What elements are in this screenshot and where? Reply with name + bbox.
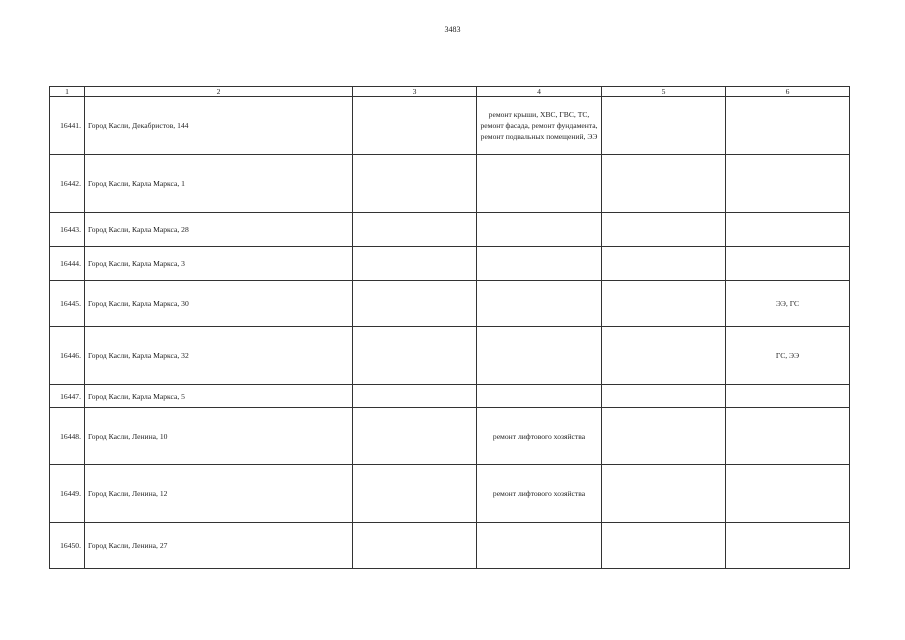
works-cell (477, 281, 602, 327)
works-cell: ремонт лифтового хозяйства (477, 465, 602, 523)
table-row (50, 523, 850, 569)
works-cell (477, 155, 602, 213)
row-number: 16445. (50, 281, 85, 327)
col3-cell (353, 465, 477, 523)
column-header-3: 3 (353, 87, 477, 97)
col3-cell (353, 97, 477, 155)
column-header-5: 5 (602, 87, 726, 97)
column-header-2: 2 (85, 87, 353, 97)
col6-cell (726, 97, 850, 155)
column-header-6: 6 (726, 87, 850, 97)
table-row (50, 213, 850, 247)
col5-cell (602, 97, 726, 155)
col6-cell (726, 213, 850, 247)
col6-cell (726, 247, 850, 281)
col5-cell (602, 155, 726, 213)
col3-cell (353, 247, 477, 281)
row-number: 16448. (50, 408, 85, 465)
works-cell (477, 327, 602, 385)
address-cell: Город Касли, Карла Маркса, 1 (85, 155, 353, 213)
table-row (50, 465, 850, 523)
col5-cell (602, 385, 726, 408)
col3-cell (353, 327, 477, 385)
data-table (49, 86, 850, 569)
row-number: 16449. (50, 465, 85, 523)
col5-cell (602, 213, 726, 247)
works-cell: ремонт лифтового хозяйства (477, 408, 602, 465)
row-number: 16441. (50, 97, 85, 155)
row-number: 16447. (50, 385, 85, 408)
works-cell (477, 247, 602, 281)
table-row (50, 97, 850, 155)
page-number: 3483 (444, 25, 461, 34)
address-cell: Город Касли, Карла Маркса, 30 (85, 281, 353, 327)
address-cell: Город Касли, Карла Маркса, 32 (85, 327, 353, 385)
address-cell: Город Касли, Ленина, 10 (85, 408, 353, 465)
col5-cell (602, 327, 726, 385)
col3-cell (353, 281, 477, 327)
header-row (50, 87, 850, 97)
col6-cell: ЭЭ, ГС (726, 281, 850, 327)
table-row (50, 281, 850, 327)
row-number: 16444. (50, 247, 85, 281)
row-number: 16443. (50, 213, 85, 247)
row-number: 16450. (50, 523, 85, 569)
address-cell: Город Касли, Карла Маркса, 3 (85, 247, 353, 281)
row-number: 16442. (50, 155, 85, 213)
col6-cell (726, 155, 850, 213)
col5-cell (602, 408, 726, 465)
address-cell: Город Касли, Ленина, 12 (85, 465, 353, 523)
column-header-4: 4 (477, 87, 602, 97)
works-cell (477, 385, 602, 408)
col3-cell (353, 155, 477, 213)
col6-cell: ГС, ЭЭ (726, 327, 850, 385)
works-cell (477, 523, 602, 569)
col6-cell (726, 408, 850, 465)
works-cell: ремонт крыши, ХВС, ГВС, ТС, ремонт фасада, ремонт фундамента, ремонт подвальных помещений, ЭЭ (477, 97, 602, 155)
row-number: 16446. (50, 327, 85, 385)
address-cell: Город Касли, Ленина, 27 (85, 523, 353, 569)
table-row (50, 327, 850, 385)
col3-cell (353, 523, 477, 569)
col6-cell (726, 523, 850, 569)
col6-cell (726, 385, 850, 408)
table-row (50, 247, 850, 281)
table-row (50, 155, 850, 213)
col5-cell (602, 281, 726, 327)
col3-cell (353, 213, 477, 247)
col5-cell (602, 247, 726, 281)
table-row (50, 408, 850, 465)
col6-cell (726, 465, 850, 523)
address-cell: Город Касли, Декабристов, 144 (85, 97, 353, 155)
col5-cell (602, 465, 726, 523)
address-cell: Город Касли, Карла Маркса, 5 (85, 385, 353, 408)
col3-cell (353, 385, 477, 408)
column-header-1: 1 (50, 87, 85, 97)
works-cell (477, 213, 602, 247)
col3-cell (353, 408, 477, 465)
col5-cell (602, 523, 726, 569)
table-row (50, 385, 850, 408)
address-cell: Город Касли, Карла Маркса, 28 (85, 213, 353, 247)
